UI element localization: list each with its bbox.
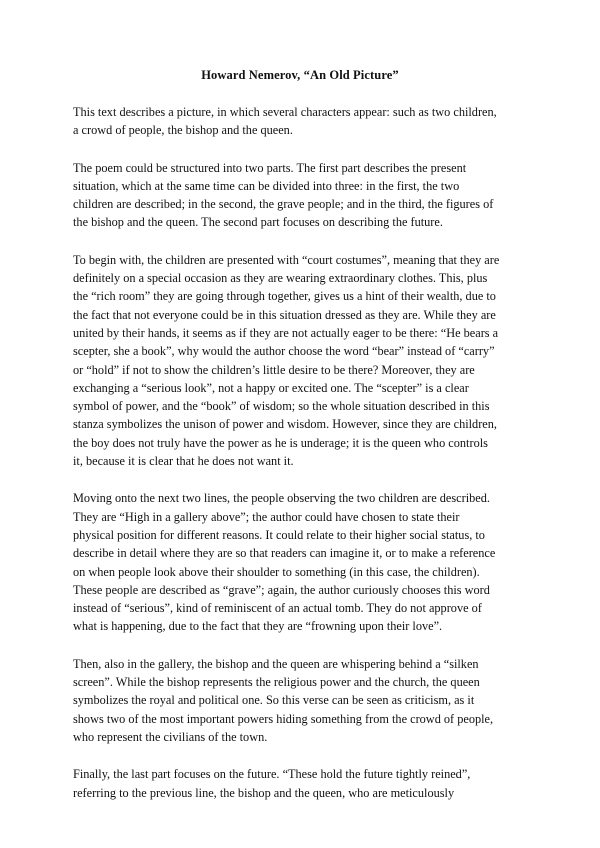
document-title: Howard Nemerov, “An Old Picture” — [201, 68, 399, 82]
text-line: shows two of the most important powers hiding something from the crowd of people, — [73, 711, 494, 726]
text-line: scepter, she a book”, why would the author choose the word “bear” instead of “carry” — [73, 344, 495, 359]
text-line: the fact that not everyone could be in this situation dressed as they are. While they are — [73, 307, 496, 322]
text-line: This text describes a picture, in which several characters appear: such as two children, — [73, 105, 497, 119]
text-line: stanza symbolizes the unison of power and wisdom. However, since they are children, — [73, 417, 497, 432]
text-line: definitely on a special occasion as they are wearing extraordinary clothes. This, plus — [73, 271, 488, 286]
text-line: what is happening, due to the fact that they are “frowning upon their love”. — [73, 619, 443, 634]
text-line: Finally, the last part focuses on the future. “These hold the future tightly reined”, — [73, 767, 471, 782]
paragraph — [73, 489, 533, 635]
text-line: They are “High in a gallery above”; the author could have chosen to state their — [73, 509, 460, 524]
text-line: the “rich room” they are going through together, gives us a hint of their wealth, due to — [73, 289, 496, 304]
text-line: The poem could be structured into two parts. The first part describes the present — [73, 160, 467, 175]
text-line: it, because it is clear that he does not want it. — [73, 454, 294, 469]
text-line: a crowd of people, the bishop and the queen. — [73, 123, 293, 138]
paragraph — [73, 655, 533, 746]
text-line: exchanging a “serious look”, not a happy or excited one. The “scepter” is a clear — [73, 380, 469, 395]
text-line: Moving onto the next two lines, the people observing the two children are described. — [73, 491, 490, 506]
text-line: the bishop and the queen. The second part focuses on describing the future. — [73, 215, 443, 230]
text-line: the boy does not truly have the power as he is underage; it is the queen who controls — [73, 435, 488, 450]
text-line: To begin with, the children are presented with “court costumes”, meaning that they are — [73, 252, 500, 267]
text-line: on when people look above their shoulder to something (in this case, the children). — [73, 564, 480, 579]
text-line: situation, which at the same time can be divided into three: in the first, the two — [73, 178, 460, 193]
text-line: who represent the civilians of the town. — [73, 729, 268, 744]
text-line: Then, also in the gallery, the bishop and the queen are whispering behind a “silken — [73, 656, 479, 671]
text-line: instead of “serious”, kind of reminiscent of an actual tomb. They do not approve of — [73, 601, 482, 616]
document-body — [73, 103, 533, 802]
paragraph — [73, 159, 533, 232]
text-line: or “hold” if not to show the children’s little desire to be there? Moreover, they are — [73, 362, 475, 377]
text-line: symbol of power, and the “book” of wisdom; so the whole situation described in this — [73, 399, 490, 414]
paragraph — [73, 251, 533, 471]
text-line: describe in detail where they are so that readers can imagine it, or to make a reference — [73, 546, 496, 561]
text-line: referring to the previous line, the bishop and the queen, who are meticulously — [73, 785, 455, 800]
text-line: symbolizes the royal and political one. So this verse can be seen as criticism, as it — [73, 693, 475, 708]
text-line: children are described; in the second, the grave people; and in the third, the figures of — [73, 197, 494, 212]
text-line: screen”. While the bishop represents the religious power and the church, the queen — [73, 675, 480, 690]
paragraph — [73, 765, 533, 802]
text-line: physical position for different reasons. It could relate to their higher social status, to — [73, 527, 485, 542]
paragraph — [73, 103, 533, 140]
text-line: These people are described as “grave”; again, the author curiously chooses this word — [73, 582, 490, 597]
text-line: united by their hands, it seems as if they are not actually eager to be there: “He bears a — [73, 325, 499, 340]
